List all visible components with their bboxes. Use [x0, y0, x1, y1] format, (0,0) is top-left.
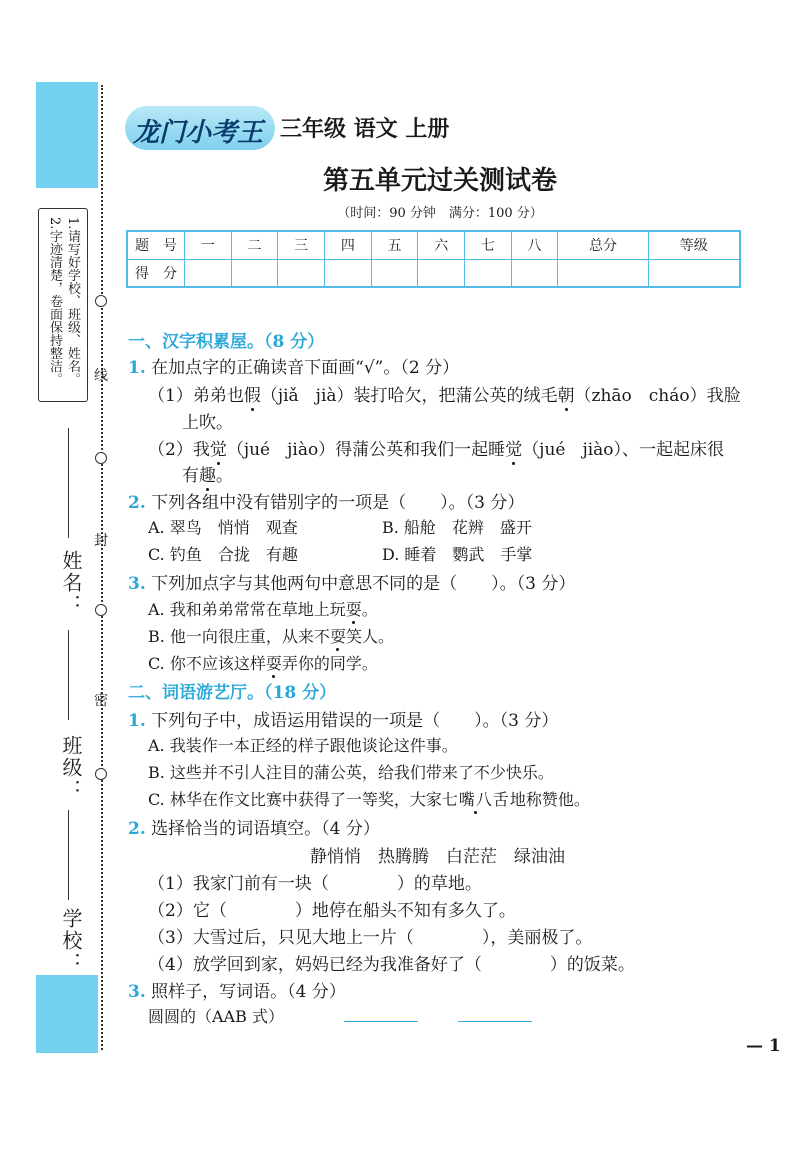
text-fragment: 弄你的同学。 — [281, 654, 378, 673]
score-input-cell[interactable] — [511, 259, 558, 287]
binding-ring — [95, 768, 107, 780]
dotted-char: 假 — [243, 386, 261, 406]
subject-label: 三年级 语文 上册 — [280, 116, 450, 142]
dotted-word: 七嘴八舌 — [441, 790, 510, 809]
question-text: 下列各组中没有错别字的一项是（ ）。（3 分） — [151, 493, 525, 513]
time-info: （时间：90 分钟 满分：100 分） — [337, 206, 543, 221]
score-input-cell[interactable] — [325, 259, 372, 287]
option-b[interactable]: B. 船舱 花辨 盛开 — [382, 518, 532, 537]
example-label: 圆圆的（AAB 式） — [148, 1007, 284, 1026]
s1-q1-sentence1 — [148, 381, 741, 406]
text-fragment: 。 — [216, 466, 233, 486]
word-bank: 静悄悄 热腾腾 白茫茫 绿油油 — [310, 847, 565, 867]
option-c[interactable] — [148, 787, 590, 810]
text-fragment: （jiǎ jià）装打哈欠，把蒲公英的绒毛 — [260, 386, 558, 406]
seal-char-xian: 线 — [94, 368, 108, 384]
page-number: — 1 — [746, 1036, 781, 1056]
school-label: 学校： — [59, 908, 83, 974]
score-table-score-row — [127, 259, 740, 287]
table-cell: 总分 — [558, 231, 648, 259]
table-cell: 八 — [511, 231, 558, 259]
text-fragment: B. 他一向很庄重，从来不 — [148, 627, 330, 646]
table-cell: 六 — [418, 231, 465, 259]
dotted-char: 朝 — [557, 386, 575, 406]
text-fragment: C. 林华在作文比赛中获得了一等奖，大家 — [148, 790, 442, 809]
binding-ring — [95, 295, 107, 307]
dotted-char: 觉 — [505, 440, 523, 460]
table-cell: 二 — [231, 231, 278, 259]
text-fragment: 地称赞他。 — [509, 790, 590, 809]
score-input-cell[interactable] — [371, 259, 418, 287]
notice-line-2: 2.字迹清楚，卷面保持整洁。 — [47, 217, 62, 386]
s1-q1-sentence1-cont: 上吹。 — [182, 413, 233, 433]
binding-strip-bottom — [36, 975, 98, 1053]
score-input-cell[interactable] — [465, 259, 512, 287]
question-text: 下列句子中，成语运用错误的一项是（ ）。（3 分） — [151, 711, 559, 731]
fill-sentence-4[interactable]: （4）放学回到家，妈妈已经为我准备好了（ ）的饭菜。 — [148, 955, 635, 975]
school-underline — [68, 810, 69, 900]
option-c[interactable]: C. 钓鱼 合拢 有趣 — [148, 545, 298, 564]
s1-q3 — [128, 569, 575, 594]
score-input-cell[interactable] — [418, 259, 465, 287]
text-fragment: （jué jiào）、一起起床很 — [522, 440, 725, 460]
table-cell: 得 分 — [127, 259, 185, 287]
question-text: 选择恰当的词语填空。（4 分） — [151, 819, 380, 839]
text-fragment: （2）我 — [148, 440, 210, 460]
s2-q1 — [128, 706, 558, 731]
text-fragment: C. 你不应该这样 — [148, 654, 266, 673]
option-d[interactable]: D. 睡着 鹦武 手掌 — [382, 545, 533, 564]
table-cell: 七 — [465, 231, 512, 259]
binding-ring — [95, 452, 107, 464]
text-fragment: （1）弟弟也 — [148, 386, 244, 406]
section1-heading: 一、汉字积累屋。（8 分） — [128, 332, 325, 352]
table-cell: 等级 — [648, 231, 740, 259]
text-fragment: 有 — [182, 466, 199, 486]
s1-q1-sentence2-cont — [182, 461, 233, 486]
score-input-cell[interactable] — [558, 259, 648, 287]
brand-logo: 龙门小考王 — [125, 106, 275, 150]
section2-heading: 二、词语游艺厅。（18 分） — [128, 683, 337, 703]
question-text: 下列加点字与其他两句中意思不同的是（ ）。（3 分） — [151, 574, 576, 594]
score-input-cell[interactable] — [231, 259, 278, 287]
answer-blank[interactable] — [458, 1021, 532, 1022]
score-input-cell[interactable] — [185, 259, 232, 287]
answer-blank[interactable] — [344, 1021, 418, 1022]
text-fragment: 笑人。 — [345, 627, 394, 646]
score-input-cell[interactable] — [648, 259, 740, 287]
seal-char-mi: 密 — [94, 693, 108, 709]
question-number: 3. — [128, 574, 146, 594]
text-fragment: （jué jiào）得蒲公英和我们一起睡 — [226, 440, 506, 460]
option-a[interactable]: A. 我装作一本正经的样子跟他谈论这件事。 — [148, 736, 458, 755]
dotted-char: 觉 — [209, 440, 227, 460]
s2-q2 — [128, 814, 380, 839]
text-fragment: A. 我和弟弟常常在草地上玩 — [148, 600, 346, 619]
name-underline — [68, 428, 69, 538]
class-underline — [68, 630, 69, 720]
fill-sentence-3[interactable]: （3）大雪过后，只见大地上一片（ ），美丽极了。 — [148, 928, 593, 948]
question-text: 在加点字的正确读音下面画“√”。（2 分） — [151, 358, 460, 378]
dotted-char: 耍 — [265, 654, 282, 673]
dotted-char: 趣 — [199, 466, 216, 486]
question-number: 1. — [128, 358, 146, 378]
score-table-header-row — [127, 231, 740, 259]
dotted-char: 耍 — [329, 627, 346, 646]
score-input-cell[interactable] — [278, 259, 325, 287]
question-number: 2. — [128, 493, 146, 513]
option-a[interactable] — [148, 597, 378, 620]
table-cell: 一 — [185, 231, 232, 259]
option-b[interactable]: B. 这些并不引人注目的蒲公英，给我们带来了不少快乐。 — [148, 763, 554, 782]
option-a[interactable]: A. 翠鸟 悄悄 观查 — [148, 518, 298, 537]
dotted-char: 耍 — [345, 600, 362, 619]
table-cell: 五 — [371, 231, 418, 259]
s1-q1 — [128, 353, 459, 378]
fill-sentence-2[interactable]: （2）它（ ）地停在船头不知有多久了。 — [148, 901, 516, 921]
text-fragment: （zhāo cháo）我脸 — [574, 386, 741, 406]
notice-box — [38, 208, 88, 402]
fill-sentence-1[interactable]: （1）我家门前有一块（ ）的草地。 — [148, 874, 482, 894]
table-cell: 四 — [325, 231, 372, 259]
option-c[interactable] — [148, 651, 378, 674]
class-label: 班级： — [59, 735, 83, 801]
seal-char-feng: 封 — [94, 533, 108, 549]
question-number: 2. — [128, 819, 146, 839]
s2-q3 — [128, 977, 346, 1002]
score-table — [126, 230, 741, 288]
option-b[interactable] — [148, 624, 394, 647]
binding-dotted-line — [101, 85, 103, 1050]
text-fragment: 。 — [361, 600, 378, 619]
question-number: 3. — [128, 982, 146, 1002]
question-text: 照样子，写词语。（4 分） — [151, 982, 346, 1002]
notice-line-1: 1.请写好学校、班级、姓名。 — [65, 217, 80, 386]
s1-q1-sentence2 — [148, 435, 724, 460]
table-cell: 三 — [278, 231, 325, 259]
name-label: 姓名： — [59, 550, 83, 616]
table-cell: 题 号 — [127, 231, 185, 259]
page-title: 第五单元过关测试卷 — [322, 166, 557, 196]
s1-q2 — [128, 488, 524, 513]
binding-ring — [95, 604, 107, 616]
question-number: 1. — [128, 711, 146, 731]
